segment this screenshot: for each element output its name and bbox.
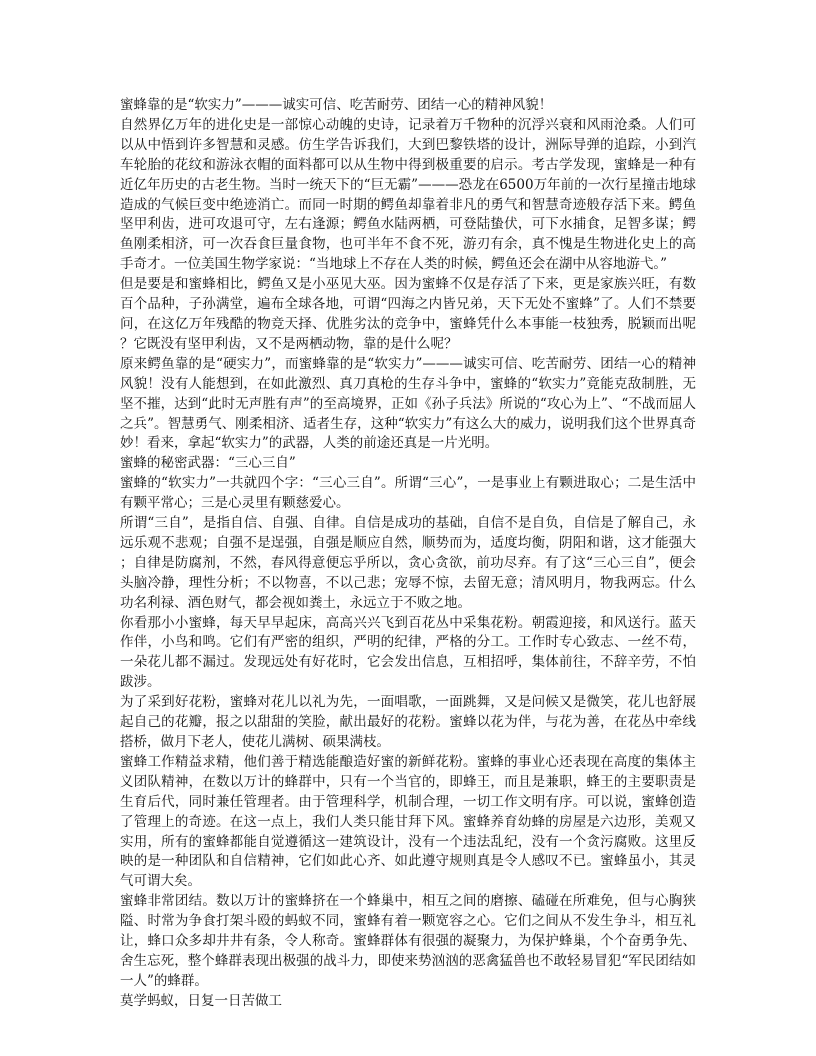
- paragraph-unity: 蜜蜂非常团结。数以万计的蜜蜂挤在一个蜂巢中，相互之间的磨擦、磕碰在所难免，但与心胸狭隘、时常为争食打架斗殴的蚂蚁不同，蜜蜂有着一颗宽容之心。它们之间从不发生争斗，相互礼让，蜂口众多却井井有条，令人称奇。蜜蜂群体有很强的凝聚力，为保护蜂巢，个个奋勇争先、舍生忘死，整个蜂群表现出极强的战斗力，即使来势汹汹的恶禽猛兽也不敢轻易冒犯“军民团结如一人”的蜂群。: [120, 893, 696, 989]
- document-page: [120, 96, 696, 1012]
- paragraph-teamwork: 蜜蜂工作精益求精，他们善于精选能酿造好蜜的新鲜花粉。蜜蜂的事业心还表现在高度的集体主义团队精神，在数以万计的蜂群中，只有一个当官的，即蜂王，而且是兼职，蜂王的主要职责是生育后代，同时兼任管理者。由于管理科学，机制合理，一切工作文明有序。可以说，蜜蜂创造了管理上的奇迹。在这一点上，我们人类只能甘拜下风。蜜蜂养育幼蜂的房屋是六边形，美观又实用，所有的蜜蜂都能自觉遵循这一建筑设计，没有一个违法乱纪，没有一个贪污腐败。这里反映的是一种团队和自信精神，它们如此心齐、如此遵守规则真是令人感叹不已。蜜蜂虽小，其灵气可谓大矣。: [120, 753, 696, 890]
- paragraph-soft-power: 原来鳄鱼靠的是“硬实力”，而蜜蜂靠的是“软实力”———诚实可信、吃苦耐劳、团结一心的精神风貌！没有人能想到，在如此激烈、真刀真枪的生存斗争中，蜜蜂的“软实力”竟能克敌制胜，无坚不摧，达到“此时无声胜有声”的至高境界，正如《孙子兵法》所说的“攻心为上”、“不战而屈人之兵”。智慧勇气、刚柔相济、适者生存，这种“软实力”有这么大的威力，说明我们这个世界真奇妙！看来，拿起“软实力”的武器，人类的前途还真是一片光明。: [120, 355, 696, 452]
- paragraph-evolution-history: 自然界亿万年的进化史是一部惊心动魄的史诗，记录着万千物种的沉浮兴衰和风雨沧桑。人们可以从中悟到许多智慧和灵感。仿生学告诉我们，大到巴黎铁塔的设计，洲际导弹的追踪，小到汽车轮胎的花纹和游泳衣帽的面料都可以从生物中得到极重要的启示。考古学发现，蜜蜂是一种有近亿年历史的古老生物。当时一统天下的“巨无霸”———恐龙在6500万年前的一次行星撞击地球造成的气候巨变中绝迹消亡。而同一时期的鳄鱼却靠着非凡的勇气和智慧奇迹般存活下来。鳄鱼坚甲利齿，进可攻退可守，左右逢源；鳄鱼水陆两栖，可登陆蛰伏，可下水捕食，足智多谋；鳄鱼刚柔相济，可一次吞食巨量食物，也可半年不食不死，游刃有余，真不愧是生物进化史上的高手奇才。一位美国生物学家说：“当地球上不存在人类的时候，鳄鱼还会在湖中从容地游弋。”: [120, 116, 696, 273]
- intro-heading: 蜜蜂靠的是“软实力”———诚实可信、吃苦耐劳、团结一心的精神风貌！: [120, 97, 553, 113]
- paragraph-three-selves: 所谓“三自”，是指自信、自强、自律。自信是成功的基础，自信不是自负，自信是了解自己，永远乐观不悲观；自强不是逞强，自强是顺应自然，顺势而为，适度均衡，阴阳和谐，这才能强大；自律是防腐剂，不然，春风得意便忘乎所以，贪心贪欲，前功尽弃。有了这“三心三自”，便会头脑冷静，理性分析；不以物喜，不以己悲；宠辱不惊，去留无意；清风明月，物我两忘。什么功名利禄、酒色财气，都会视如粪土，永远立于不败之地。: [120, 515, 696, 611]
- paragraph-three-hearts: 蜜蜂的“软实力”一共就四个字：“三心三自”。所谓“三心”，一是事业上有颗进取心；二是生活中有颗平常心；三是心灵里有颗慈爱心。: [120, 475, 696, 512]
- section-heading-secret-weapon: 蜜蜂的秘密武器：“三心三自”: [120, 455, 296, 472]
- paragraph-bee-vs-crocodile: 但是要是和蜜蜂相比，鳄鱼又是小巫见大巫。因为蜜蜂不仅是存活了下来，更是家族兴旺，有数百个品种，子孙满堂，遍布全球各地，可谓“四海之内皆兄弟，天下无处不蜜蜂”了。人们不禁要问，在这亿万年残酷的物竞天择、优胜劣汰的竞争中，蜜蜂凭什么本事能一枝独秀，脱颖而出呢？它既没有坚甲利齿，又不是两栖动物，靠的是什么呢？: [120, 276, 696, 352]
- paragraph-bee-daily-work: 你看那小小蜜蜂，每天早早起床，高高兴兴飞到百花丛中采集花粉。朝霞迎接，和风送行。蓝天作伴，小鸟和鸣。它们有严密的组织，严明的纪律，严格的分工。工作时专心致志、一丝不苟，一朵花儿都不漏过。发现远处有好花时，它会发出信息，互相招呼，集体前往，不辞辛劳，不怕跋涉。: [120, 614, 696, 691]
- section-heading-ants: 莫学蚂蚁，日复一日苦做工: [120, 992, 282, 1009]
- paragraph-pollen-collection: 为了采到好花粉，蜜蜂对花儿以礼为先，一面唱歌，一面跳舞，又是问候又是微笑，花儿也舒展起自己的花瓣，报之以甜甜的笑脸，献出最好的花粉。蜜蜂以花为伴，与花为善，在花丛中牵线搭桥，做月下老人，使花儿满树、硕果满枝。: [120, 694, 696, 750]
